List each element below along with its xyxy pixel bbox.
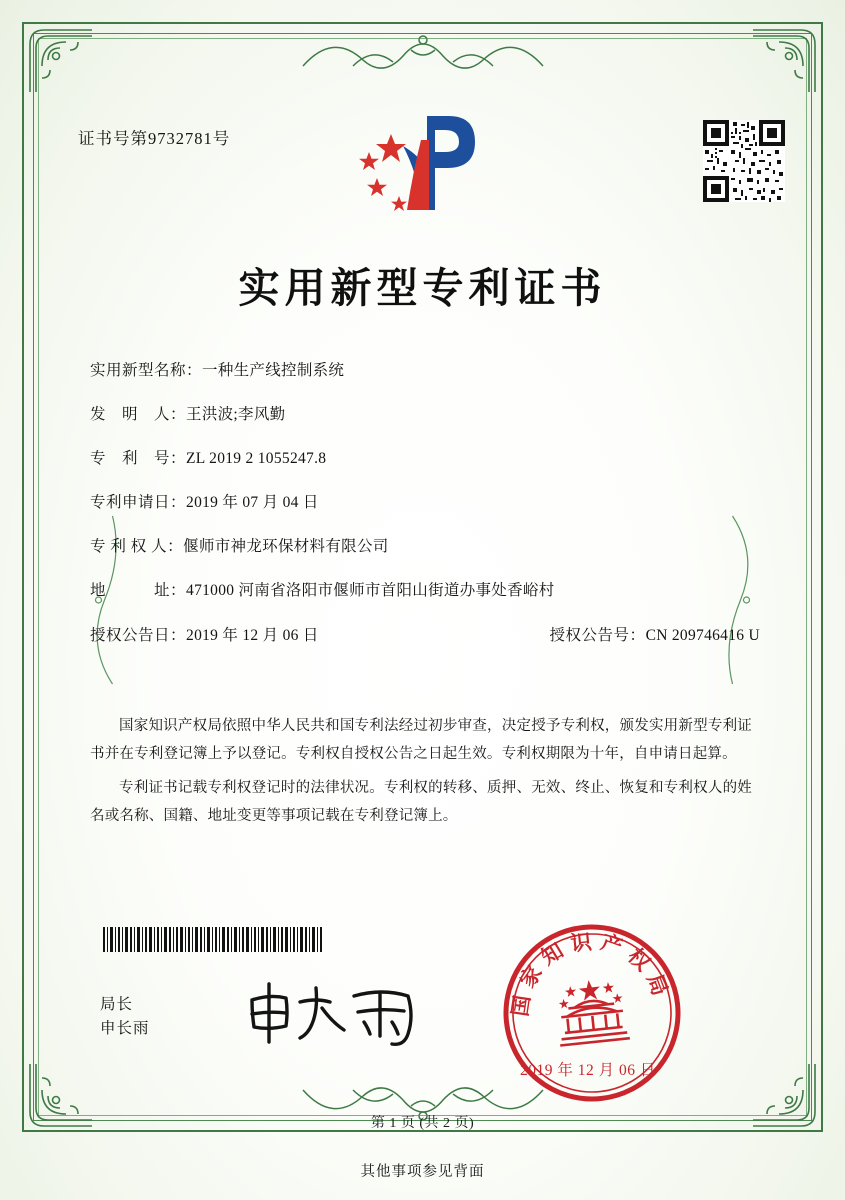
footnote: 其他事项参见背面: [360, 1164, 485, 1180]
paragraph-2: 专利证书记载专利权登记时的法律状况。专利权的转移、质押、无效、终止、恢复和专利权人的姓名或名称、国籍、地址变更等事项记载在专利登记簿上。: [90, 780, 752, 824]
field-label: 专 利 号：: [90, 450, 187, 468]
signature-block: [100, 993, 150, 1041]
qr-code-icon: [703, 120, 785, 202]
field-value: 偃师市神龙环保材料有限公司: [183, 538, 389, 556]
field-list: [90, 362, 760, 645]
handwritten-signature-icon: [238, 978, 438, 1050]
field-label: 实用新型名称：: [90, 362, 203, 379]
field-row-grant-announcement: [90, 627, 760, 646]
certificate-number: 证书号第9732781号: [78, 129, 231, 148]
field-label: 专 利 权 人：: [90, 538, 184, 556]
field-row-inventor: [90, 406, 760, 425]
page-title: 实用新型专利证书: [238, 265, 607, 311]
field-value: 471000 河南省洛阳市偃师市首阳山街道办事处香峪村: [186, 582, 555, 600]
grant-number-value: CN 209746416 U: [645, 626, 760, 644]
field-row-utility-model-name: [90, 362, 760, 381]
paragraph-1: 国家知识产权局依照中华人民共和国专利法经过初步审查，决定授予专利权，颁发实用新型专利证书并在专利登记簿上予以登记。专利权自授权公告之日起生效。专利权期限为十年，自申请日起算。: [90, 718, 752, 762]
field-row-address: [90, 582, 760, 601]
commissioner-name-label: 申长雨: [100, 1020, 150, 1037]
grant-date-label: 授权公告日：: [90, 626, 187, 644]
field-label: 发 明 人：: [90, 406, 187, 424]
body-text: [90, 712, 752, 836]
commissioner-title-label: 局长: [100, 996, 134, 1013]
cnipa-logo-icon: [355, 110, 483, 218]
field-value: ZL 2019 2 1055247.8: [186, 450, 327, 468]
field-value: 2019 年 07 月 04 日: [186, 494, 319, 512]
grant-date-value: 2019 年 12 月 06 日: [186, 626, 319, 644]
page-number: 第 1 页 (共 2 页): [370, 1116, 475, 1131]
barcode-icon: [103, 927, 325, 952]
field-row-application-date: [90, 494, 760, 513]
seal-date: 2019 年 12 月 06 日: [520, 1062, 656, 1079]
field-row-patentee: [90, 538, 760, 557]
field-label: 地 址：: [90, 582, 187, 600]
field-row-patent-number: [90, 450, 760, 469]
grant-number-label: 授权公告号：: [549, 626, 646, 644]
field-value: 王洪波;李风勤: [186, 406, 286, 424]
field-label: 专利申请日：: [90, 494, 187, 512]
svg-text:国家知识产权局: 国家知识产权局: [507, 928, 675, 1019]
field-value: 一种生产线控制系统: [202, 362, 345, 379]
